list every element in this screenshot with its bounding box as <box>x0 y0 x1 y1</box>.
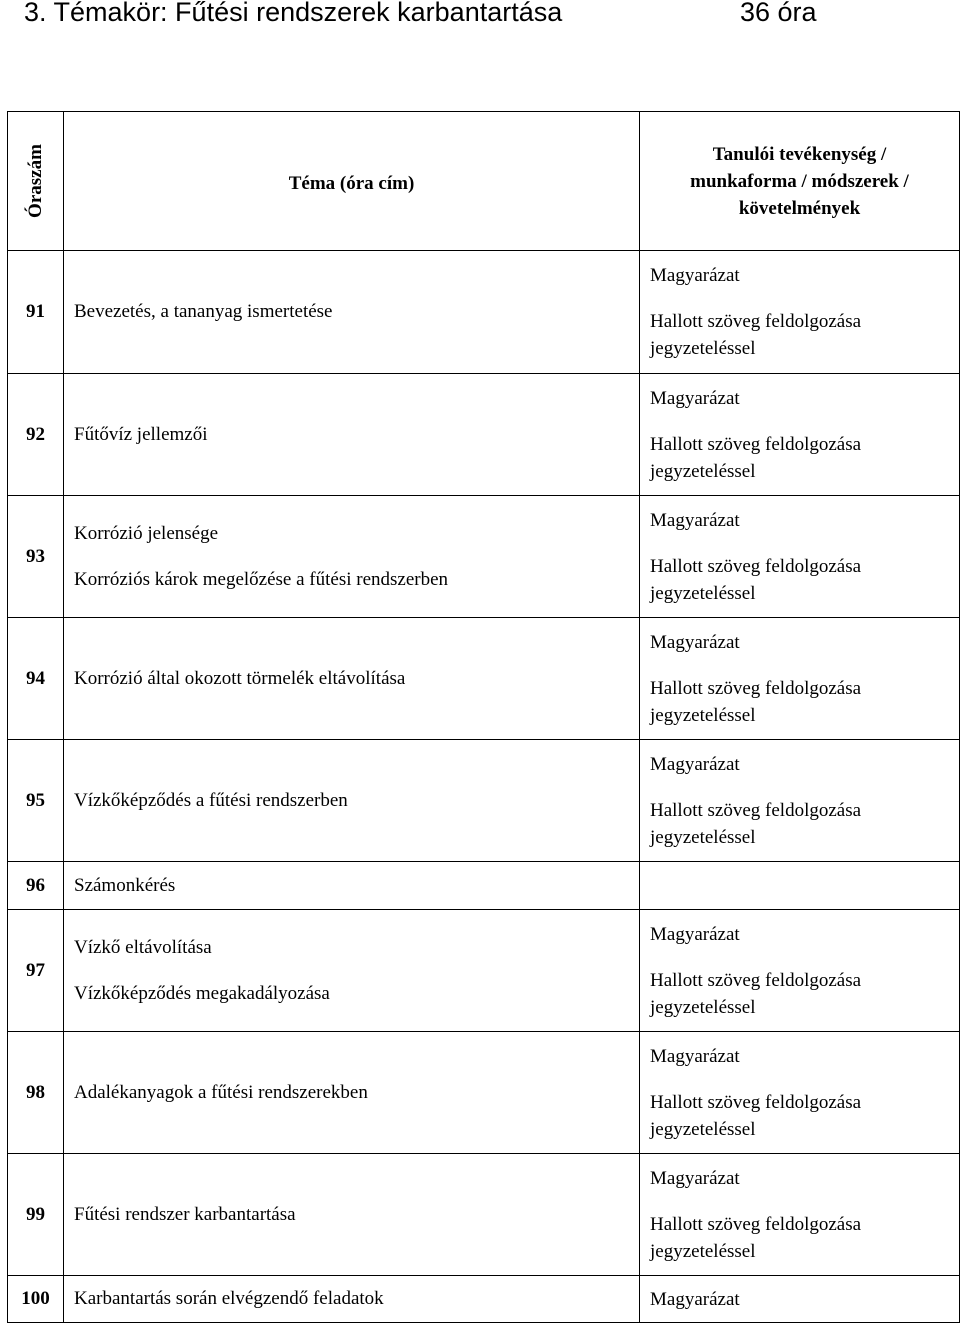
header-hours <box>8 112 64 251</box>
table-row <box>8 251 960 374</box>
row-topic <box>64 618 640 740</box>
row-activity <box>640 251 960 374</box>
row-hour-number: 96 <box>8 862 64 910</box>
row-hour-number: 98 <box>8 1032 64 1154</box>
activity-description: Hallott szöveg feldolgozása jegyzeteléssel <box>650 1091 862 1140</box>
curriculum-table <box>7 111 960 1323</box>
row-activity <box>640 1032 960 1154</box>
table-row <box>8 374 960 496</box>
table-row <box>8 618 960 740</box>
row-activity <box>640 618 960 740</box>
row-topic <box>64 862 640 910</box>
row-activity <box>640 910 960 1032</box>
row-activity <box>640 862 960 910</box>
header-hours-label: Óraszám <box>24 144 46 218</box>
row-activity <box>640 1276 960 1323</box>
topic-line: Számonkérés <box>74 874 176 896</box>
table-row <box>8 1276 960 1323</box>
header-activity: Tanulói tevékenység / munkaforma / módszerek / követelmények <box>640 112 960 251</box>
activity-method: Magyarázat <box>650 1288 740 1310</box>
row-hour-number: 99 <box>8 1154 64 1276</box>
activity-description: Hallott szöveg feldolgozása jegyzeteléssel <box>650 677 862 726</box>
row-activity <box>640 740 960 862</box>
row-topic <box>64 740 640 862</box>
activity-description: Hallott szöveg feldolgozása jegyzeteléssel <box>650 969 862 1018</box>
row-topic <box>64 496 640 618</box>
activity-method: Magyarázat <box>650 1167 740 1189</box>
activity-method: Magyarázat <box>650 753 740 775</box>
topic-line: Vízkőképződés a fűtési rendszerben <box>74 789 348 811</box>
activity-method: Magyarázat <box>650 1045 740 1067</box>
table-row <box>8 1154 960 1276</box>
row-topic <box>64 251 640 374</box>
activity-method: Magyarázat <box>650 923 740 945</box>
activity-description: Hallott szöveg feldolgozása jegyzeteléssel <box>650 799 862 848</box>
table-row <box>8 496 960 618</box>
activity-description: Hallott szöveg feldolgozása jegyzeteléssel <box>650 1213 862 1262</box>
row-topic <box>64 1032 640 1154</box>
row-topic <box>64 374 640 496</box>
table-row <box>8 740 960 862</box>
table-row <box>8 1032 960 1154</box>
topic-line: Vízkő eltávolítása <box>74 936 212 958</box>
header-topic: Téma (óra cím) <box>64 112 640 251</box>
topic-line: Korróziós károk megelőzése a fűtési rendszerben <box>74 568 449 590</box>
section-title: 3. Témakör: Fűtési rendszerek karbantartása <box>24 0 563 27</box>
topic-line: Korrózió által okozott törmelék eltávolítása <box>74 667 406 689</box>
section-heading <box>0 0 960 40</box>
row-topic <box>64 910 640 1032</box>
table-header-row <box>8 112 960 251</box>
table-row <box>8 910 960 1032</box>
topic-line: Vízkőképződés megakadályozása <box>74 982 330 1004</box>
row-hour-number: 92 <box>8 374 64 496</box>
activity-method: Magyarázat <box>650 631 740 653</box>
row-topic <box>64 1154 640 1276</box>
activity-method: Magyarázat <box>650 265 740 286</box>
activity-method: Magyarázat <box>650 509 740 531</box>
activity-description: Hallott szöveg feldolgozása jegyzeteléssel <box>650 555 862 604</box>
row-hour-number: 93 <box>8 496 64 618</box>
activity-description: Hallott szöveg feldolgozása jegyzeteléssel <box>650 311 862 359</box>
table-row <box>8 862 960 910</box>
activity-description: Hallott szöveg feldolgozása jegyzeteléssel <box>650 433 862 482</box>
row-hour-number: 94 <box>8 618 64 740</box>
topic-line: Bevezetés, a tananyag ismertetése <box>74 301 333 322</box>
row-hour-number: 95 <box>8 740 64 862</box>
row-activity <box>640 496 960 618</box>
row-topic <box>64 1276 640 1323</box>
topic-line: Korrózió jelensége <box>74 522 219 544</box>
activity-method: Magyarázat <box>650 387 740 409</box>
topic-line: Fűtési rendszer karbantartása <box>74 1203 296 1225</box>
topic-line: Karbantartás során elvégzendő feladatok <box>74 1288 384 1309</box>
section-hours: 36 óra <box>740 0 817 27</box>
row-hour-number: 91 <box>8 251 64 374</box>
topic-line: Fűtővíz jellemzői <box>74 423 208 445</box>
row-activity <box>640 374 960 496</box>
row-activity <box>640 1154 960 1276</box>
topic-line: Adalékanyagok a fűtési rendszerekben <box>74 1081 368 1103</box>
row-hour-number: 97 <box>8 910 64 1032</box>
row-hour-number: 100 <box>8 1276 64 1323</box>
